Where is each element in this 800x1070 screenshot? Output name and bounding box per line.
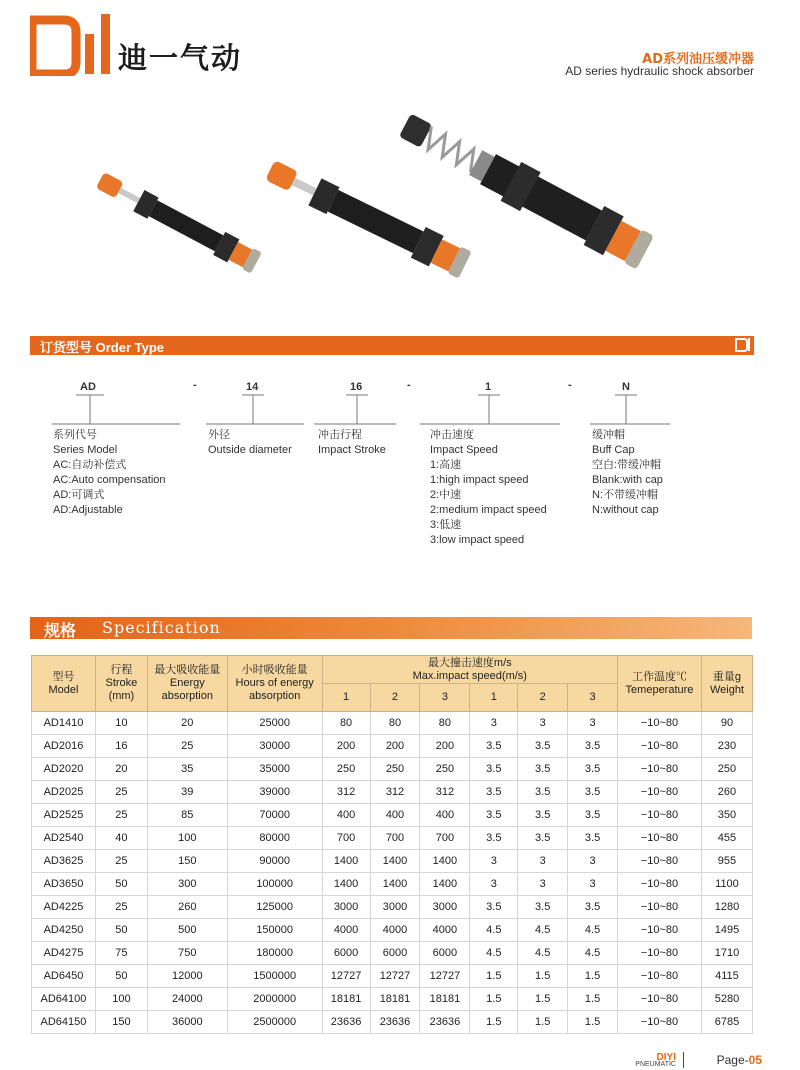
table-cell: 12727 [370, 965, 420, 988]
table-cell: 80 [322, 712, 370, 735]
table-cell: 100 [95, 988, 147, 1011]
header-speed-sub: 2 [518, 684, 568, 712]
table-cell: 24000 [147, 988, 227, 1011]
cell-model: AD2025 [32, 781, 96, 804]
specification-table-body [32, 712, 753, 1034]
diameter-block [208, 428, 292, 458]
shock-absorber-medium-image [263, 155, 473, 281]
table-cell: 4.5 [470, 942, 518, 965]
page-number-value: 05 [748, 1053, 762, 1067]
table-cell: 30000 [227, 735, 322, 758]
table-cell: 90 [701, 712, 752, 735]
table-cell: 3 [518, 712, 568, 735]
table-cell: 400 [370, 804, 420, 827]
table-cell: 1.5 [470, 1011, 518, 1034]
table-cell: 3 [518, 850, 568, 873]
table-cell: 50 [95, 919, 147, 942]
table-cell: 3.5 [568, 735, 618, 758]
table-cell: −10~80 [618, 942, 702, 965]
shock-absorber-small-image [94, 169, 262, 275]
table-cell: 40 [95, 827, 147, 850]
header-temperature: 工作温度℃ Temeperature [618, 656, 702, 712]
table-cell: 5280 [701, 988, 752, 1011]
header-speed-sub: 2 [370, 684, 420, 712]
table-cell: 4.5 [518, 942, 568, 965]
stroke-title-cn: 冲击行程 [318, 429, 362, 441]
series-title-cn: 系列代号 [53, 429, 97, 441]
table-cell: 23636 [420, 1011, 470, 1034]
header-speed: 最大撞击速度m/s Max.impact speed(m/s) [322, 656, 617, 684]
table-cell: 1400 [420, 873, 470, 896]
header-energy: 最大吸收能量 Energy absorption [147, 656, 227, 712]
table-cell: 16 [95, 735, 147, 758]
table-row [32, 804, 753, 827]
code-series: AD [80, 381, 96, 393]
table-cell: 4000 [370, 919, 420, 942]
table-cell: 18181 [370, 988, 420, 1011]
table-cell: 100 [147, 827, 227, 850]
header-weight: 重量g Weight [701, 656, 752, 712]
series-line: AD:可调式 [53, 489, 105, 501]
page-title-en: AD series hydraulic shock absorber [565, 64, 754, 78]
speed-line: 3:低速 [430, 519, 462, 531]
table-cell: 3.5 [518, 781, 568, 804]
cap-line: Blank:with cap [592, 474, 663, 486]
table-cell: 1.5 [470, 965, 518, 988]
table-cell: 35 [147, 758, 227, 781]
table-cell: 1280 [701, 896, 752, 919]
cell-model: AD2020 [32, 758, 96, 781]
order-code-diagram [0, 370, 800, 570]
table-cell: 700 [420, 827, 470, 850]
table-cell: 12000 [147, 965, 227, 988]
table-cell: 80 [420, 712, 470, 735]
speed-line: 1:high impact speed [430, 474, 529, 486]
cell-model: AD64100 [32, 988, 96, 1011]
table-cell: 50 [95, 873, 147, 896]
table-cell: 25 [95, 804, 147, 827]
header-stroke: 行程 Stroke (mm) [95, 656, 147, 712]
cap-line: N:不带缓冲帽 [592, 489, 658, 501]
table-cell: −10~80 [618, 850, 702, 873]
table-cell: 1400 [370, 850, 420, 873]
specification-table [31, 655, 753, 1034]
table-cell: −10~80 [618, 988, 702, 1011]
table-cell: 3.5 [518, 827, 568, 850]
table-cell: 3.5 [568, 804, 618, 827]
table-cell: 6785 [701, 1011, 752, 1034]
table-cell: 400 [322, 804, 370, 827]
table-cell: 3.5 [470, 804, 518, 827]
code-dash-1: - [193, 379, 197, 391]
table-cell: 3 [470, 873, 518, 896]
footer-brand-sub: PNEUMATIC [635, 1061, 676, 1068]
table-cell: 3.5 [470, 735, 518, 758]
table-cell: 6000 [420, 942, 470, 965]
table-cell: 20 [95, 758, 147, 781]
table-cell: 36000 [147, 1011, 227, 1034]
table-cell: 200 [420, 735, 470, 758]
table-row [32, 919, 753, 942]
order-type-bar [30, 336, 754, 355]
header-speed-sub: 3 [568, 684, 618, 712]
table-cell: 1.5 [470, 988, 518, 1011]
cell-model: AD2525 [32, 804, 96, 827]
table-cell: 35000 [227, 758, 322, 781]
table-cell: 700 [370, 827, 420, 850]
table-cell: 200 [322, 735, 370, 758]
table-cell: 1400 [322, 873, 370, 896]
table-cell: 3 [568, 712, 618, 735]
table-cell: 3 [470, 850, 518, 873]
table-cell: 455 [701, 827, 752, 850]
table-cell: 3.5 [518, 896, 568, 919]
table-row [32, 735, 753, 758]
table-row [32, 1011, 753, 1034]
code-cap: N [622, 381, 630, 393]
header-hours: 小时吸收能量 Hours of energy absorption [227, 656, 322, 712]
speed-line: 1:高速 [430, 459, 462, 471]
cell-model: AD2540 [32, 827, 96, 850]
table-row [32, 712, 753, 735]
table-cell: 3000 [322, 896, 370, 919]
table-cell: 4115 [701, 965, 752, 988]
table-cell: −10~80 [618, 1011, 702, 1034]
table-cell: 1.5 [568, 988, 618, 1011]
series-title-en: Series Model [53, 444, 118, 456]
diameter-title-cn: 外径 [208, 429, 230, 441]
table-cell: 230 [701, 735, 752, 758]
cap-line: N:without cap [592, 504, 659, 516]
table-cell: 90000 [227, 850, 322, 873]
speed-block [430, 428, 547, 548]
company-logo [30, 12, 122, 76]
table-cell: 260 [701, 781, 752, 804]
table-cell: 312 [420, 781, 470, 804]
footer-brand: DIYI [656, 1052, 676, 1063]
table-row [32, 758, 753, 781]
table-row [32, 781, 753, 804]
table-cell: 1400 [370, 873, 420, 896]
table-cell: 3 [568, 850, 618, 873]
logo-small-icon [735, 337, 751, 353]
table-cell: 1.5 [518, 1011, 568, 1034]
table-cell: 70000 [227, 804, 322, 827]
table-cell: 4000 [322, 919, 370, 942]
table-cell: 350 [701, 804, 752, 827]
table-cell: 1100 [701, 873, 752, 896]
code-diameter: 14 [246, 381, 259, 393]
table-cell: −10~80 [618, 965, 702, 988]
table-cell: 312 [370, 781, 420, 804]
order-type-title: 订货型号 Order Type [40, 340, 165, 355]
cell-model: AD3650 [32, 873, 96, 896]
specification-bar [30, 617, 752, 639]
table-cell: 1400 [420, 850, 470, 873]
brand-name: 迪一气动 [118, 41, 243, 75]
table-cell: 3.5 [470, 781, 518, 804]
header-speed-sub: 1 [470, 684, 518, 712]
table-cell: 75 [95, 942, 147, 965]
cell-model: AD4225 [32, 896, 96, 919]
table-cell: 3 [470, 712, 518, 735]
table-row [32, 988, 753, 1011]
table-cell: 25 [147, 735, 227, 758]
cap-line: 空白:带缓冲帽 [592, 459, 662, 471]
table-cell: −10~80 [618, 735, 702, 758]
table-row [32, 942, 753, 965]
table-cell: 25 [95, 850, 147, 873]
cell-model: AD2016 [32, 735, 96, 758]
table-cell: 39000 [227, 781, 322, 804]
cap-title-en: Buff Cap [592, 444, 635, 456]
table-cell: 3000 [420, 896, 470, 919]
table-cell: 2500000 [227, 1011, 322, 1034]
cap-title-cn: 缓冲帽 [592, 429, 625, 441]
table-cell: 39 [147, 781, 227, 804]
code-dash-3: - [568, 379, 572, 391]
table-cell: −10~80 [618, 827, 702, 850]
table-row [32, 850, 753, 873]
speed-title-en: Impact Speed [430, 444, 498, 456]
table-cell: 500 [147, 919, 227, 942]
code-dash-2: - [407, 379, 411, 391]
code-stroke: 16 [350, 381, 363, 393]
page-title-cn: AD系列油压缓冲器 [642, 52, 754, 67]
speed-line: 3:low impact speed [430, 534, 525, 546]
table-cell: 4000 [420, 919, 470, 942]
speed-line: 2:中速 [430, 489, 462, 501]
table-cell: 3 [518, 873, 568, 896]
table-cell: 12727 [420, 965, 470, 988]
cell-model: AD6450 [32, 965, 96, 988]
table-cell: 180000 [227, 942, 322, 965]
series-line: AD:Adjustable [53, 504, 123, 516]
table-cell: 1.5 [568, 965, 618, 988]
table-cell: 150000 [227, 919, 322, 942]
table-cell: 3.5 [568, 827, 618, 850]
cell-model: AD64150 [32, 1011, 96, 1034]
table-cell: −10~80 [618, 873, 702, 896]
table-cell: −10~80 [618, 804, 702, 827]
table-cell: −10~80 [618, 896, 702, 919]
table-cell: 4.5 [518, 919, 568, 942]
cap-block [592, 428, 663, 518]
specification-title-en: Specification [102, 618, 221, 637]
table-cell: 4.5 [568, 919, 618, 942]
table-cell: 25000 [227, 712, 322, 735]
table-cell: 18181 [322, 988, 370, 1011]
speed-title-cn: 冲击速度 [430, 429, 474, 441]
table-cell: 1.5 [518, 965, 568, 988]
table-row [32, 827, 753, 850]
header-model: 型号 Model [32, 656, 96, 712]
cell-model: AD1410 [32, 712, 96, 735]
specification-title-cn: 规格 [44, 621, 77, 640]
table-cell: 23636 [370, 1011, 420, 1034]
cell-model: AD3625 [32, 850, 96, 873]
series-block [53, 428, 166, 518]
table-cell: 18181 [420, 988, 470, 1011]
header-speed-sub: 1 [322, 684, 370, 712]
table-cell: 25 [95, 896, 147, 919]
table-cell: 1710 [701, 942, 752, 965]
table-cell: 3.5 [518, 735, 568, 758]
table-row [32, 896, 753, 919]
table-cell: 250 [322, 758, 370, 781]
table-cell: 6000 [370, 942, 420, 965]
speed-line: 2:medium impact speed [430, 504, 547, 516]
cell-model: AD4275 [32, 942, 96, 965]
table-cell: 10 [95, 712, 147, 735]
table-cell: −10~80 [618, 712, 702, 735]
product-photo [60, 100, 750, 325]
table-cell: 250 [420, 758, 470, 781]
table-cell: 3.5 [568, 758, 618, 781]
table-cell: 50 [95, 965, 147, 988]
table-cell: 2000000 [227, 988, 322, 1011]
stroke-block [318, 428, 386, 458]
table-cell: 3.5 [470, 758, 518, 781]
table-cell: 3.5 [470, 827, 518, 850]
page-number [717, 1053, 762, 1067]
code-speed: 1 [485, 381, 492, 393]
table-cell: 20 [147, 712, 227, 735]
table-cell: 23636 [322, 1011, 370, 1034]
table-cell: 250 [701, 758, 752, 781]
table-cell: 700 [322, 827, 370, 850]
table-cell: −10~80 [618, 919, 702, 942]
table-cell: 750 [147, 942, 227, 965]
table-cell: 80000 [227, 827, 322, 850]
table-cell: 1.5 [518, 988, 568, 1011]
header-speed-sub: 3 [420, 684, 470, 712]
table-cell: 12727 [322, 965, 370, 988]
table-cell: 4.5 [568, 942, 618, 965]
table-cell: 6000 [322, 942, 370, 965]
diameter-title-en: Outside diameter [208, 444, 292, 456]
table-cell: 3.5 [518, 758, 568, 781]
table-cell: 200 [370, 735, 420, 758]
table-cell: 250 [370, 758, 420, 781]
table-cell: 3.5 [470, 896, 518, 919]
table-cell: 400 [420, 804, 470, 827]
table-cell: 4.5 [470, 919, 518, 942]
table-cell: 260 [147, 896, 227, 919]
table-cell: 3.5 [518, 804, 568, 827]
cell-model: AD4250 [32, 919, 96, 942]
table-row [32, 873, 753, 896]
table-cell: 1400 [322, 850, 370, 873]
stroke-title-en: Impact Stroke [318, 444, 386, 456]
footer-separator [683, 1052, 684, 1068]
table-row [32, 965, 753, 988]
table-cell: 1.5 [568, 1011, 618, 1034]
series-line: AC:Auto compensation [53, 474, 166, 486]
table-cell: 300 [147, 873, 227, 896]
table-cell: 100000 [227, 873, 322, 896]
table-cell: 80 [370, 712, 420, 735]
table-cell: 3.5 [568, 781, 618, 804]
table-cell: 3 [568, 873, 618, 896]
series-line: AC:自动补偿式 [53, 459, 127, 471]
table-cell: 1500000 [227, 965, 322, 988]
table-cell: −10~80 [618, 781, 702, 804]
table-cell: 1495 [701, 919, 752, 942]
table-cell: 150 [95, 1011, 147, 1034]
table-cell: 125000 [227, 896, 322, 919]
page-footer [602, 1052, 762, 1070]
table-cell: 3000 [370, 896, 420, 919]
table-cell: 955 [701, 850, 752, 873]
table-cell: 25 [95, 781, 147, 804]
table-cell: −10~80 [618, 758, 702, 781]
table-cell: 3.5 [568, 896, 618, 919]
page-label: Page- [716, 1053, 749, 1067]
table-cell: 312 [322, 781, 370, 804]
table-cell: 150 [147, 850, 227, 873]
table-cell: 85 [147, 804, 227, 827]
